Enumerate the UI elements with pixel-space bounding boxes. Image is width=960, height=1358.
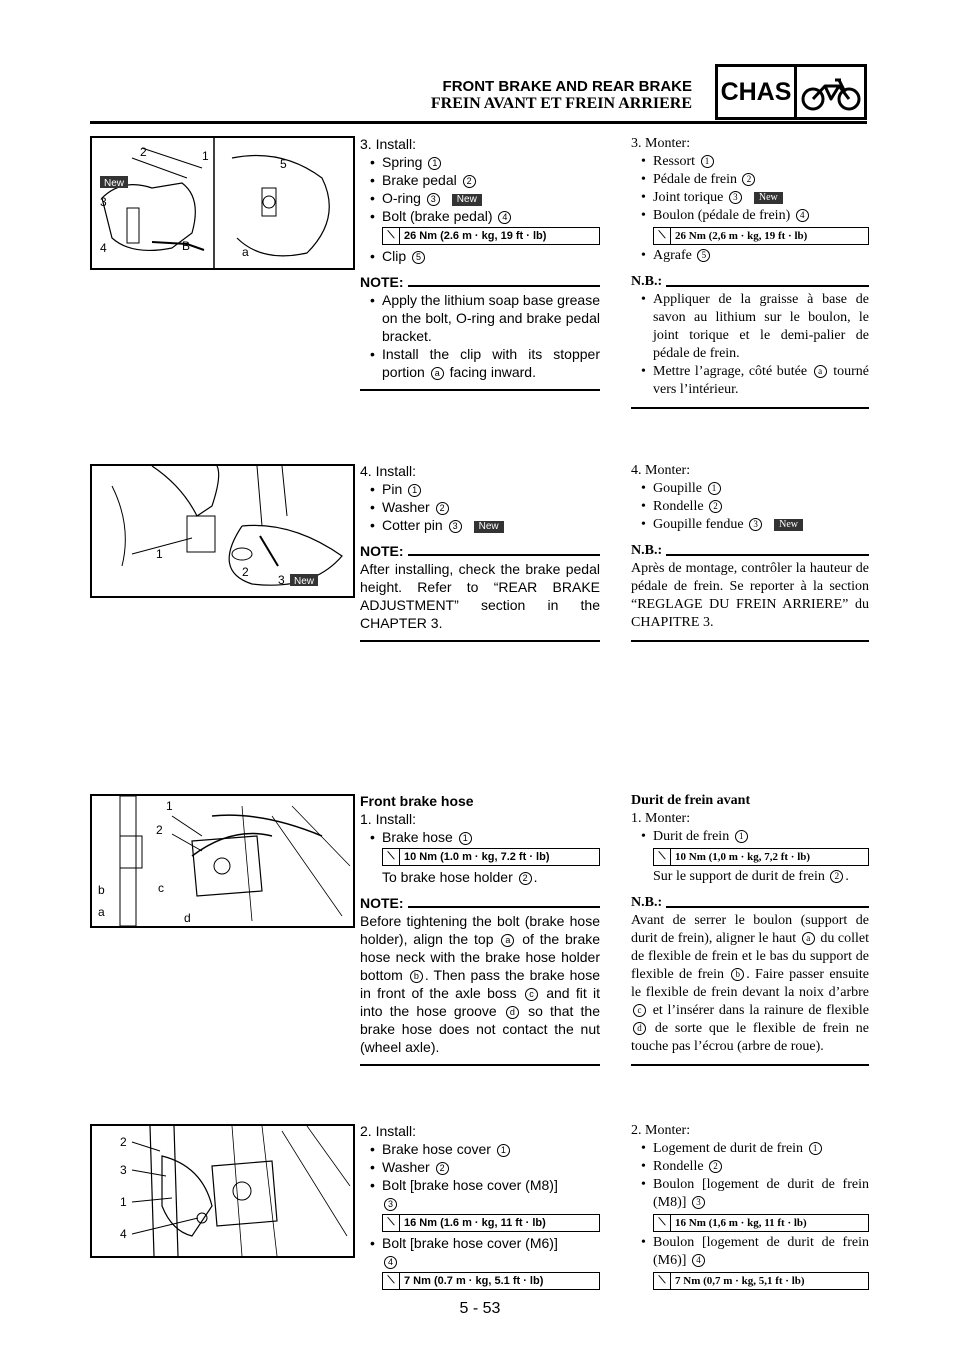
header-title-fr: FREIN AVANT ET FREIN ARRIERE — [430, 95, 692, 112]
list-item: • Brake pedal 2 — [360, 171, 600, 189]
step2-fr-title: 2. Monter: — [631, 1123, 691, 1138]
fig4-label-2: 2 — [120, 1135, 127, 1149]
list-item-continuation: Sur le support de durit de frein 2 . — [653, 869, 849, 884]
note-text: Before tightening the bolt (brake hose holder), align the top a of the brake hose neck with the brake hose holder bottom b . Then pass the brake hose in front of the axle boss c and fit it into the hose groove d so that the brake hose does not contact the nut (wheel axle). — [360, 913, 601, 1055]
torque-spec: ⟍ 16 Nm (1.6 m · kg, 11 ft · lb) — [382, 1214, 600, 1232]
note-end-rule — [360, 1064, 600, 1066]
note-end-rule — [360, 640, 600, 642]
hose-en-heading: Front brake hose — [360, 793, 474, 809]
list-item: • Brake hose cover 1 — [360, 1140, 600, 1158]
step3-en — [360, 135, 600, 391]
list-item: • Ressort 1 — [631, 153, 869, 171]
fig4-label-1: 1 — [120, 1195, 127, 1209]
torque-wrench-icon: ⟍ — [658, 230, 666, 241]
fig3-label-d: d — [184, 911, 191, 925]
note-heading: NOTE: — [360, 273, 600, 291]
figure-brake-hose-cover — [90, 1124, 355, 1258]
step4-fr-title: 4. Monter: — [631, 463, 691, 478]
fig4-label-3: 3 — [120, 1163, 127, 1177]
list-item: • Washer 2 — [360, 1158, 600, 1176]
fig1-label-b: B — [182, 239, 191, 253]
section-code: CHAS — [718, 67, 797, 117]
torque-spec: ⟍ 7 Nm (0.7 m · kg, 5.1 ft · lb) — [382, 1272, 600, 1290]
fig4-label-4: 4 — [120, 1227, 127, 1241]
new-badge: New — [452, 194, 482, 206]
page-number: 5 - 53 — [459, 1300, 501, 1317]
note-end-rule — [631, 407, 869, 409]
header-title-en: FRONT BRAKE AND REAR BRAKE — [442, 78, 692, 95]
fig3-label-1: 1 — [166, 799, 173, 813]
note-heading: NOTE: — [360, 542, 600, 560]
figure-cotter-pin — [90, 464, 355, 598]
fig1-label-3: 3 — [100, 195, 107, 209]
fig2-label-1: 1 — [156, 547, 163, 561]
torque-spec: ⟍ 16 Nm (1,6 m · kg, 11 ft · lb) — [653, 1214, 869, 1232]
fig2-label-3: 3 — [278, 573, 285, 587]
torque-wrench-icon: ⟍ — [387, 1275, 395, 1286]
note-end-rule — [631, 1064, 869, 1066]
list-item: • Agrafe 5 — [631, 247, 869, 265]
motorcycle-icon — [797, 67, 864, 117]
fig3-label-b: b — [98, 883, 105, 897]
step3-fr-title: 3. Monter: — [631, 136, 691, 151]
step3-fr — [631, 135, 869, 409]
note-heading: N.B.: — [631, 894, 869, 912]
figure-brake-pedal — [90, 136, 355, 270]
list-item: • Boulon [logement de durit de frein (M8)] 3 — [631, 1176, 869, 1212]
torque-wrench-icon: ⟍ — [658, 851, 666, 862]
torque-spec: ⟍ 10 Nm (1.0 m · kg, 7.2 ft · lb) — [382, 848, 600, 866]
fig2-label-2: 2 — [242, 565, 249, 579]
torque-wrench-icon: ⟍ — [387, 1217, 395, 1228]
note-heading: N.B.: — [631, 273, 869, 291]
fig3-label-a: a — [98, 905, 105, 919]
list-item: • Pédale de frein 2 — [631, 171, 869, 189]
new-badge-fig1: New — [104, 178, 125, 189]
torque-spec: ⟍ 7 Nm (0,7 m · kg, 5,1 ft · lb) — [653, 1272, 869, 1290]
list-item: • Washer 2 — [360, 498, 600, 516]
figure-brake-hose — [90, 794, 355, 928]
list-item: • Goupille fendue 3 New — [631, 516, 869, 534]
list-item: • Bolt [brake hose cover (M8)] 3 — [360, 1176, 600, 1212]
list-item: • Logement de durit de frein 1 — [631, 1140, 869, 1158]
new-badge-fig2: New — [294, 576, 315, 587]
note-item: • Appliquer de la graisse à base de savon au lithium sur le boulon, le joint torique et le demi-palier de pédale de frein. — [631, 291, 869, 363]
fig3-label-c: c — [158, 881, 164, 895]
step4-fr — [631, 462, 869, 642]
note-text: Après de montage, contrôler la hauteur de pédale de frein. Se reporter à la section “REGLAGE DU FREIN ARRIERE” du CHAPITRE 3. — [631, 561, 869, 630]
list-item: • Rondelle 2 — [631, 498, 869, 516]
note-end-rule — [360, 389, 600, 391]
section-badge — [715, 64, 867, 120]
list-item: • Clip 5 — [360, 247, 600, 265]
list-item: • Durit de frein 1 — [631, 828, 869, 846]
page-header-title — [431, 78, 692, 112]
list-item: • Bolt (brake pedal) 4 — [360, 207, 600, 225]
torque-wrench-icon: ⟍ — [387, 851, 395, 862]
list-item: • Joint torique 3 New — [631, 189, 869, 207]
step4-en — [360, 462, 600, 642]
step2-fr — [631, 1122, 869, 1292]
step4-en-title: 4. Install: — [360, 463, 417, 479]
step2-en-title: 2. Install: — [360, 1123, 417, 1139]
list-item: • O-ring 3 New — [360, 189, 600, 207]
torque-wrench-icon: ⟍ — [658, 1275, 666, 1286]
note-heading: N.B.: — [631, 542, 869, 560]
front-brake-hose-fr — [631, 792, 869, 1066]
list-item: • Bolt [brake hose cover (M6)] 4 — [360, 1234, 600, 1270]
fig1-label-2: 2 — [140, 145, 147, 159]
new-badge: New — [474, 521, 504, 533]
hose-fr-title: 1. Monter: — [631, 811, 691, 826]
list-item-continuation: To brake hose holder 2 . — [382, 869, 538, 885]
note-item: • Install the clip with its stopper portion a facing inward. — [360, 345, 600, 381]
list-item: • Cotter pin 3 New — [360, 516, 600, 534]
fig1-label-4: 4 — [100, 241, 107, 255]
fig3-label-2: 2 — [156, 823, 163, 837]
list-item: • Boulon (pédale de frein) 4 — [631, 207, 869, 225]
torque-spec: ⟍ 26 Nm (2,6 m · kg, 19 ft · lb) — [653, 227, 869, 245]
torque-wrench-icon: ⟍ — [387, 230, 395, 241]
note-text: Avant de serrer le boulon (support de durit de frein), aligner le haut a du collet de flexible de frein et le bas du support de flexible de frein b . Faire passer ensuite le flexible de frein devant la noix d’arbre c et l’insérer dans la rainure de flexible d de sorte que le flexible de frein ne touche pas l’écrou (arbre de roue). — [631, 913, 870, 1054]
torque-wrench-icon: ⟍ — [658, 1217, 666, 1228]
step2-en — [360, 1122, 600, 1292]
note-item: • Mettre l’agrage, côté butée a tourné vers l’intérieur. — [631, 363, 869, 399]
header-divider — [90, 121, 867, 124]
list-item: • Spring 1 — [360, 153, 600, 171]
fig1-label-1: 1 — [202, 149, 209, 163]
new-badge: New — [754, 192, 783, 204]
hose-en-title: 1. Install: — [360, 811, 417, 827]
hose-fr-heading: Durit de frein avant — [631, 793, 751, 808]
new-badge: New — [774, 519, 803, 531]
step3-en-title: 3. Install: — [360, 136, 417, 152]
note-heading: NOTE: — [360, 894, 600, 912]
list-item: • Rondelle 2 — [631, 1158, 869, 1176]
list-item: • Brake hose 1 — [360, 828, 600, 846]
list-item: • Goupille 1 — [631, 480, 869, 498]
fig1-label-a: a — [242, 245, 249, 259]
torque-spec: ⟍ 10 Nm (1,0 m · kg, 7,2 ft · lb) — [653, 848, 869, 866]
note-item: • Apply the lithium soap base grease on the bolt, O-ring and brake pedal bracket. — [360, 291, 600, 345]
note-end-rule — [631, 640, 869, 642]
fig1-label-5: 5 — [280, 157, 287, 171]
note-text: After installing, check the brake pedal height. Refer to “REAR BRAKE ADJUSTMENT” section in the CHAPTER 3. — [360, 561, 600, 631]
torque-spec: ⟍ 26 Nm (2.6 m · kg, 19 ft · lb) — [382, 227, 600, 245]
list-item: • Pin 1 — [360, 480, 600, 498]
list-item: • Boulon [logement de durit de frein (M6)] 4 — [631, 1234, 869, 1270]
front-brake-hose-en — [360, 792, 600, 1066]
